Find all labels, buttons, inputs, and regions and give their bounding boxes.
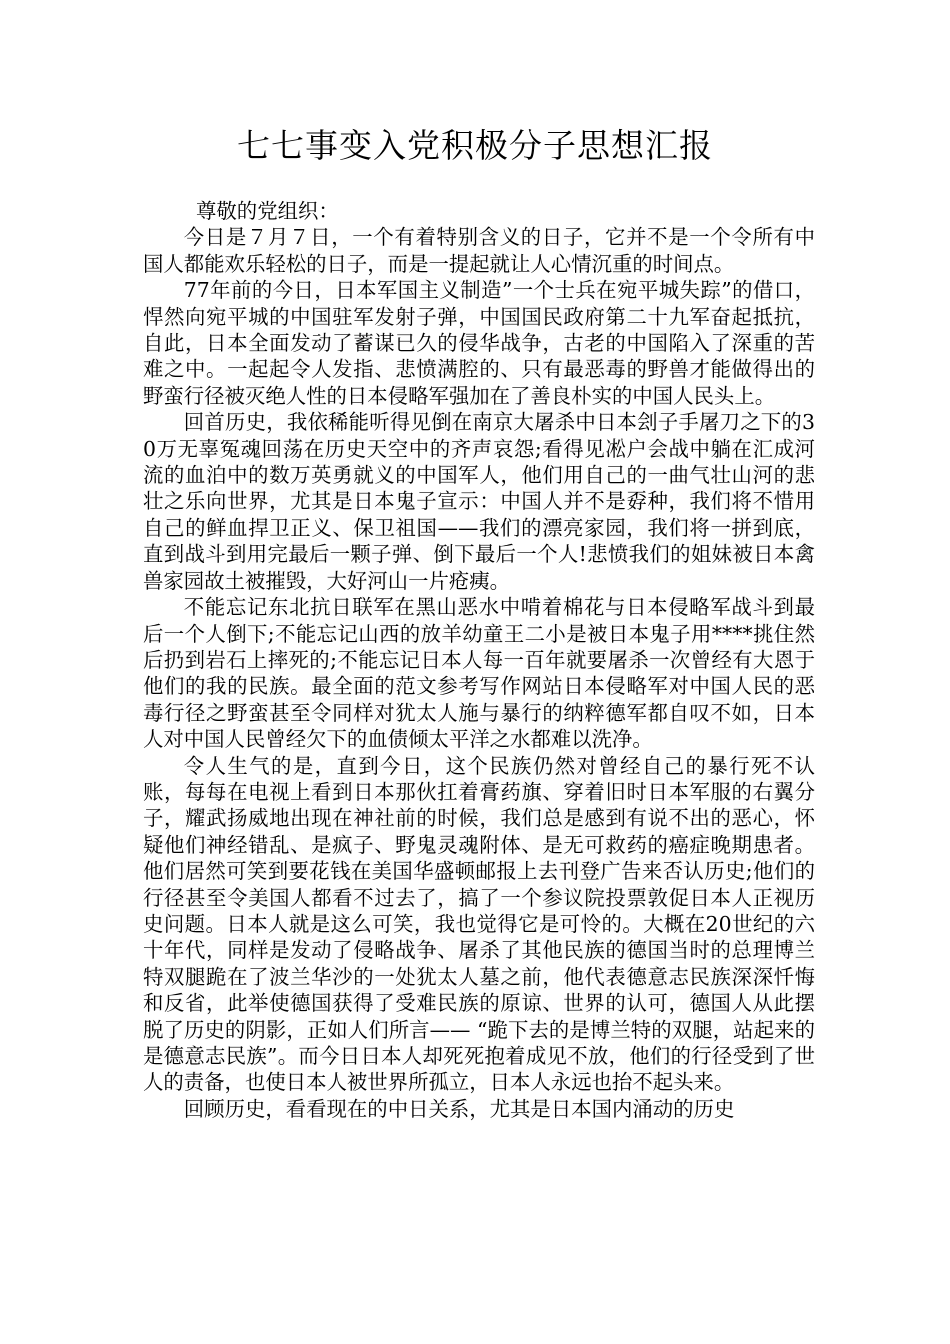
paragraph-4: 不能忘记东北抗日联军在黑山恶水中啃着棉花与日本侵略军战斗到最后一个人倒下;不能忘记山西的放羊幼童王二小是被日本鬼子用****挑住然后扔到岩石上摔死的;不能忘记日本人每一百年就要屠杀一次曾经有大恩于他们的我的民族。最全面的范文参考写作网站日本侵略军对中国人民的恶毒行径之野蛮甚至令同样对犹太人施与暴行的纳粹德军都自叹不如，日本人对中国人民曾经欠下的血债倾太平洋之水都难以洗净。 <box>143 595 815 752</box>
salutation: 尊敬的党组织： <box>196 199 339 223</box>
paragraph-3: 回首历史，我依稀能听得见倒在南京大屠杀中日本刽子手屠刀之下的30万无辜冤魂回荡在历史天空中的齐声哀怨;看得见凇户会战中躺在汇成河流的血泊中的数万英勇就义的中国军人，他们用自己的一曲气壮山河的悲壮之乐向世界，尤其是日本鬼子宣示：中国人并不是孬种，我们将不惜用自己的鲜血捍卫正义、保卫祖国——我们的漂亮家园，我们将一拼到底，直到战斗到用完最后一颗子弹、倒下最后一个人!悲愤我们的姐妹被日本禽兽家园故土被摧毁，大好河山一片疮痍。 <box>143 410 815 593</box>
paragraph-5: 令人生气的是，直到今日，这个民族仍然对曾经自己的暴行死不认账，每每在电视上看到日本那伙扛着膏药旗、穿着旧时日本军服的右翼分子，耀武扬威地出现在神社前的时候，我们总是感到有说不出的恶心，怀疑他们神经错乱、是疯子、野鬼灵魂附体、是无可救药的癌症晚期患者。他们居然可笑到要花钱在美国华盛顿邮报上去刊登广告来否认历史;他们的行径甚至令美国人都看不过去了，搞了一个参议院投票敦促日本人正视历史问题。日本人就是这么可笑，我也觉得它是可怜的。大概在20世纪的六十年代，同样是发动了侵略战争、屠杀了其他民族的德国当时的总理博兰特双腿跪在了波兰华沙的一处犹太人墓之前，他代表德意志民族深深忏悔和反省，此举使德国获得了受难民族的原谅、世界的认可，德国人从此摆脱了历史的阴影，正如人们所言—— “跪下去的是博兰特的双腿，站起来的是德意志民族”。而今日日本人却死死抱着成见不放，他们的行径受到了世人的责备，也使日本人被世界所孤立，日本人永远也抬不起头来。 <box>143 753 815 1095</box>
document-body <box>143 198 815 1122</box>
paragraph-1: 今日是７月７日，一个有着特别含义的日子，它并不是一个令所有中国人都能欢乐轻松的日子，而是一提起就让人心情沉重的时间点。 <box>143 225 815 276</box>
paragraph-6: 回顾历史，看看现在的中日关系，尤其是日本国内涌动的历史 <box>183 1096 735 1121</box>
document-title: 七七事变入党积极分子思想汇报 <box>237 126 713 165</box>
paragraph-2: 77年前的今日，日本军国主义制造”一个士兵在宛平城失踪”的借口，悍然向宛平城的中国驻军发射子弹，中国国民政府第二十九军奋起抵抗，自此，日本全面发动了蓄谋已久的侵华战争，古老的中国陷入了深重的苦难之中。一起起令人发指、悲愤满腔的、只有最恶毒的野兽才能做得出的野蛮行径被灭绝人性的日本侵略军强加在了善良朴实的中国人民头上。 <box>143 278 815 408</box>
